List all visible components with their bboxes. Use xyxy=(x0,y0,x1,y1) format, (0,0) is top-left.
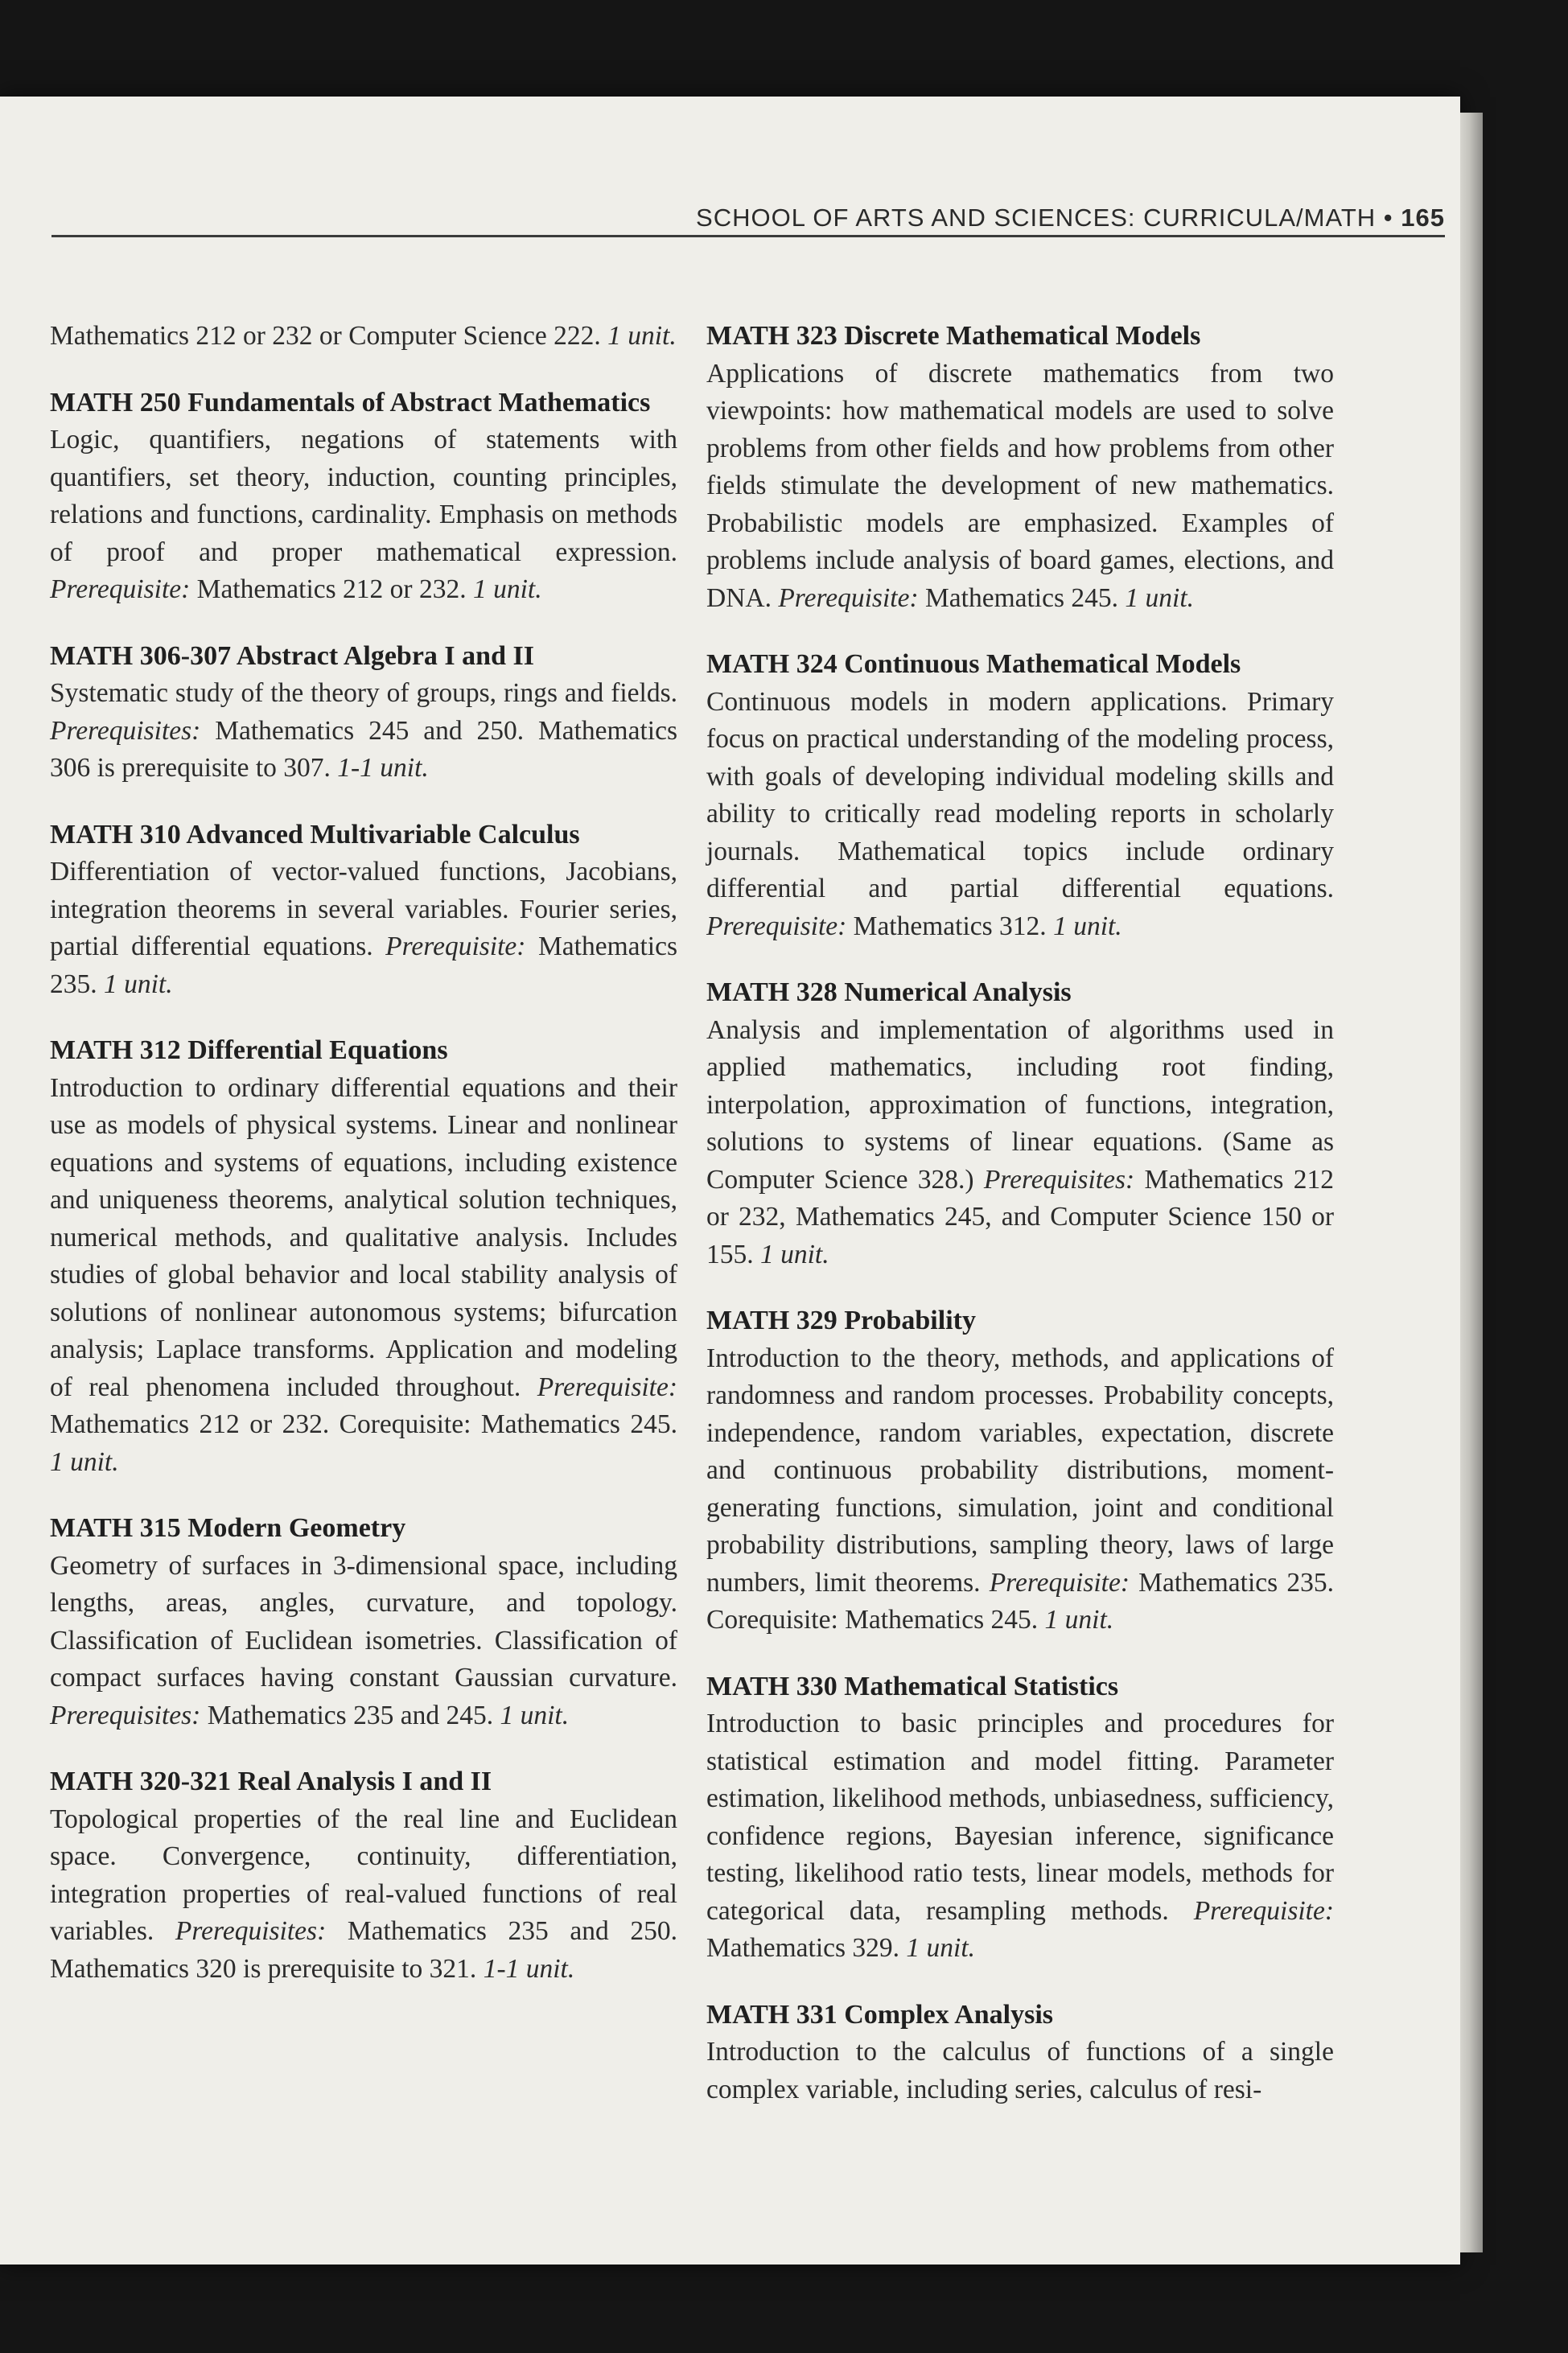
course-description xyxy=(706,356,1334,618)
prerequisite-text: Mathematics 312. xyxy=(853,911,1047,941)
course-description xyxy=(50,1801,677,1989)
course-entry xyxy=(50,817,677,1004)
course-unit: 1 unit. xyxy=(104,969,173,999)
description-text: Differentiation of vector-valued functions, Jacobians, integration theorems in several variables. Fourier series, partial differential equations. xyxy=(50,857,677,961)
course-entry xyxy=(50,1510,677,1734)
course-title: MATH 324 Continuous Mathematical Models xyxy=(706,649,1241,679)
course-title: MATH 328 Numerical Analysis xyxy=(706,977,1072,1007)
prerequisite-label: Prerequisites: xyxy=(50,1700,201,1730)
description-text: Introduction to basic principles and procedures for statistical estimation and model fitting. Parameter estimation, likelihood methods, unbiasedness, sufficiency, confidence regions, Bayesian inference, significance testing, likelihood ratio tests, linear models, methods for categorical data, resampling methods. xyxy=(706,1709,1334,1926)
course-title: MATH 323 Discrete Mathematical Models xyxy=(706,321,1201,351)
course-description xyxy=(50,422,677,609)
right-course-list xyxy=(706,318,1334,2108)
course-entry xyxy=(50,1032,677,1481)
course-title: MATH 310 Advanced Multivariable Calculus xyxy=(50,819,580,849)
course-title: MATH 330 Mathematical Statistics xyxy=(706,1671,1119,1701)
description-text: Introduction to the theory, methods, and applications of randomness and random processes. Probability concepts, independence, random variables, expectation, discrete and continuous probability distributions, moment-generating functions, simulation, joint and conditional probability distributions, sampling theory, laws of large numbers, limit theorems. xyxy=(706,1343,1334,1598)
prerequisite-label: Prerequisite: xyxy=(1193,1895,1334,1926)
left-course-list xyxy=(50,385,677,1989)
page-number: 165 xyxy=(1401,204,1445,232)
description-text: Geometry of surfaces in 3-dimensional space, including lengths, areas, angles, curvature, and topology. Classification of Euclidean isometries. Classification of compact surfaces having constant Gaussian curvature. xyxy=(50,1550,677,1693)
course-entry xyxy=(50,638,677,788)
description-text: Logic, quantifiers, negations of statements with quantifiers, set theory, induction, counting principles, relations and functions, cardinality. Emphasis on methods of proof and proper mathematical expression. xyxy=(50,425,677,567)
course-unit: 1 unit. xyxy=(1044,1605,1114,1635)
description-text: Analysis and implementation of algorithms used in applied mathematics, including root finding, interpolation, approximation of functions, integration, solutions to systems of linear equations. (Same as Computer Science 328.) xyxy=(706,1014,1334,1195)
course-entry xyxy=(706,974,1334,1273)
course-entry xyxy=(50,1763,677,1988)
course-entry xyxy=(706,318,1334,617)
prerequisite-label: Prerequisite: xyxy=(778,582,919,613)
prerequisite-text: Mathematics 212 or 232. xyxy=(196,574,467,604)
left-column xyxy=(50,318,677,2017)
course-description xyxy=(50,1548,677,1735)
course-description xyxy=(50,675,677,788)
prerequisite-text: Mathematics 329. xyxy=(706,1933,900,1963)
running-head-separator: • xyxy=(1383,204,1393,232)
prerequisite-label: Prerequisite: xyxy=(989,1567,1130,1598)
prerequisite-text: Mathematics 235. xyxy=(50,932,678,999)
continued-entry xyxy=(50,318,677,356)
course-description xyxy=(706,1340,1334,1639)
prerequisite-text: Mathematics 235 and 245. xyxy=(207,1700,494,1730)
course-unit: 1 unit. xyxy=(500,1700,570,1730)
course-title: MATH 250 Fundamentals of Abstract Mathematics xyxy=(50,387,651,418)
prerequisite-text: Mathematics 212 or 232. Corequisite: Mathematics 245. xyxy=(50,1409,677,1439)
course-description xyxy=(50,854,677,1003)
course-unit: 1 unit. xyxy=(472,574,542,604)
course-description xyxy=(706,684,1334,946)
continued-text xyxy=(50,318,677,356)
right-column xyxy=(706,318,1334,2137)
prerequisite-label: Prerequisite: xyxy=(385,932,526,961)
course-entry xyxy=(706,1302,1334,1639)
course-title: MATH 329 Probability xyxy=(706,1306,976,1335)
course-description xyxy=(706,2034,1334,2108)
description-text: Introduction to ordinary differential equations and their use as models of physical systems. Linear and nonlinear equations and systems of equations, including existence and uniqueness theorems, analytical solution techniques, numerical methods, and qualitative analysis. Includes studies of global behavior and local stability analysis of solutions of nonlinear autonomous systems; bifurcation analysis; Laplace transforms. Application and modeling of real phenomena included throughout. xyxy=(50,1072,677,1402)
prerequisite-text: Mathematics 212 or 232, Mathematics 245, and Computer Science 150 or 155. xyxy=(706,1164,1335,1269)
course-unit: 1 unit. xyxy=(760,1239,829,1269)
course-description xyxy=(50,1070,677,1482)
prerequisite-label: Prerequisites: xyxy=(175,1916,327,1946)
course-entry xyxy=(50,385,677,609)
course-entry xyxy=(706,646,1334,945)
description-text: Introduction to the calculus of functions of a single complex variable, including series, calculus of resi- xyxy=(706,2037,1334,2104)
course-description xyxy=(706,1012,1334,1274)
course-unit: 1 unit. xyxy=(906,1933,976,1963)
page-edge xyxy=(1460,113,1483,2252)
description-text: Topological properties of the real line and Euclidean space. Convergence, continuity, differentiation, integration properties of real-valued functions of real variables. xyxy=(50,1804,677,1946)
prerequisite-text: Mathematics 235 and 250. Mathematics 320 is prerequisite to 321. xyxy=(50,1916,677,1984)
course-title: MATH 306-307 Abstract Algebra I and II xyxy=(50,640,534,671)
description-text: Applications of discrete mathematics from two viewpoints: how mathematical models are used to solve problems from other fields and how problems from other fields stimulate the development of new mathematics. Probabilistic models are emphasized. Examples of problems include analysis of board games, elections, and DNA. xyxy=(706,358,1334,613)
course-unit: 1-1 unit. xyxy=(483,1953,575,1984)
course-entry xyxy=(706,1668,1334,1968)
prerequisite-text: Mathematics 245. xyxy=(924,582,1119,613)
prerequisite-label: Prerequisite: xyxy=(537,1372,677,1402)
prerequisite-label: Prerequisite: xyxy=(50,574,191,604)
course-unit: 1 unit. xyxy=(50,1446,119,1477)
course-unit: 1-1 unit. xyxy=(337,753,429,783)
course-title: MATH 331 Complex Analysis xyxy=(706,1999,1054,2030)
continued-prereq: Mathematics 212 or 232 or Computer Science 222. xyxy=(50,321,601,351)
prerequisite-label: Prerequisites: xyxy=(983,1164,1135,1195)
course-title: MATH 320-321 Real Analysis I and II xyxy=(50,1767,492,1796)
course-title: MATH 315 Modern Geometry xyxy=(50,1513,406,1543)
running-head xyxy=(51,201,1445,237)
prerequisite-label: Prerequisites: xyxy=(50,715,201,746)
prerequisite-text: Mathematics 245 and 250. Mathematics 306 is prerequisite to 307. xyxy=(50,715,677,783)
course-title: MATH 312 Differential Equations xyxy=(50,1035,448,1065)
course-unit: 1 unit. xyxy=(1053,911,1122,941)
continued-unit: 1 unit. xyxy=(607,321,677,351)
course-entry xyxy=(706,1997,1334,2109)
prerequisite-text: Mathematics 235. Corequisite: Mathematics 245. xyxy=(706,1567,1334,1635)
course-description xyxy=(706,1705,1334,1968)
description-text: Systematic study of the theory of groups, rings and fields. xyxy=(50,678,677,708)
running-head-title: SCHOOL OF ARTS AND SCIENCES: CURRICULA/MATH xyxy=(696,204,1377,232)
prerequisite-label: Prerequisite: xyxy=(706,911,847,941)
description-text: Continuous models in modern applications. Primary focus on practical understanding of the modeling process, with goals of developing individual modeling skills and ability to critically read modeling reports in scholarly journals. Mathematical topics include ordinary differential and partial differential equations. xyxy=(706,686,1334,903)
course-unit: 1 unit. xyxy=(1125,582,1195,613)
